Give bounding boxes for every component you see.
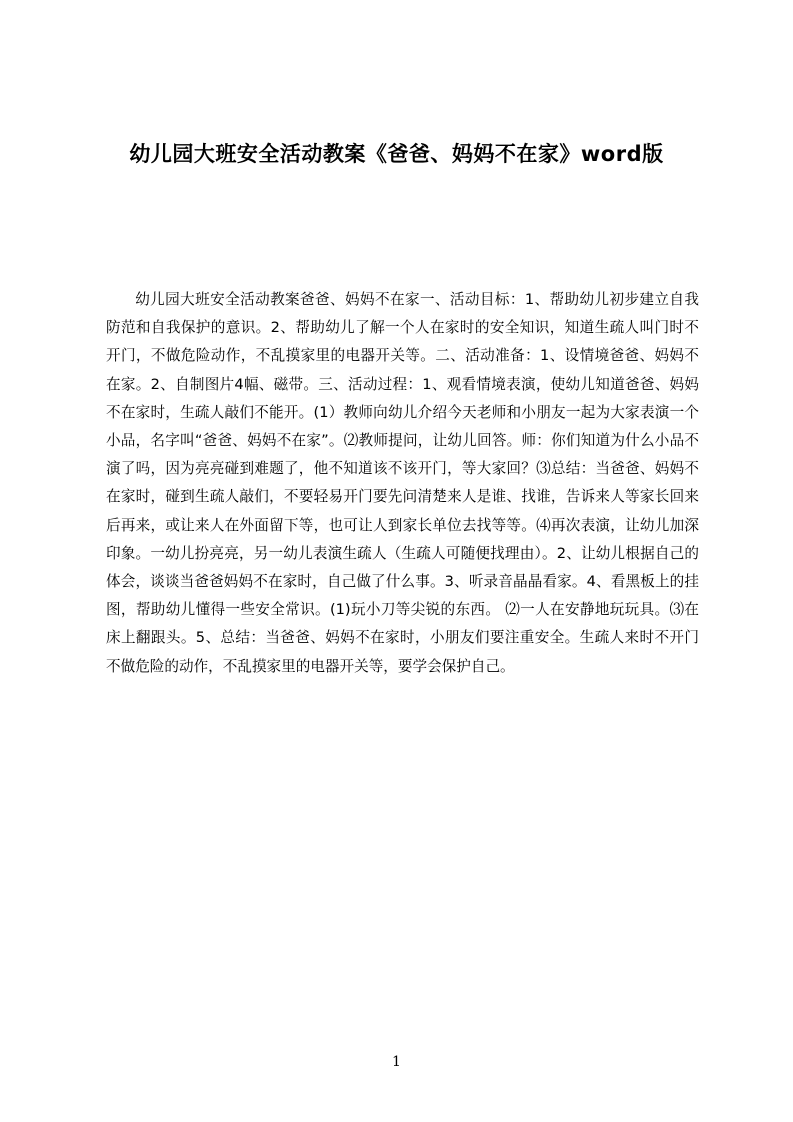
body-paragraph: 幼儿园大班安全活动教案爸爸、妈妈不在家一、活动目标：1、帮助幼儿初步建立自我防范和自我保护的意识。2、帮助幼儿了解一个人在家时的安全知识，知道生疏人叫门时不开门，不做危险动作，不乱摸家里的电器开关等。二、活动准备：1、设情境爸爸、妈妈不在家。2、自制图片4幅、磁带。三、活动过程：1、观看情境表演，使幼儿知道爸爸、妈妈不在家时，生疏人敲们不能开。(1）教师向幼儿介绍今天老师和小朋友一起为大家表演一个小品，名字叫“爸爸、妈妈不在家”。⑵教师提问，让幼儿回答。师：你们知道为什么小品不演了吗，因为亮亮碰到难题了，他不知道该不该开门，等大家回？⑶总结：当爸爸、妈妈不在家时，碰到生疏人敲们，不要轻易开门要先问清楚来人是谁、找谁，告诉来人等家长回来后再来，或让来人在外面留下等，也可让人到家长单位去找等等。⑷再次表演，让幼儿加深印象。一幼儿扮亮亮，另一幼儿表演生疏人（生疏人可随便找理由）。2、让幼儿根据自己的体会，谈谈当爸爸妈妈不在家时，自己做了什么事。3、听录音晶晶看家。4、看黑板上的挂图，帮助幼儿懂得一些安全常识。(1)玩小刀等尖锐的东西。 ⑵一人在安静地玩玩具。⑶在床上翻跟头。5、总结：当爸爸、妈妈不在家时，小朋友们要注重安全。生疏人来时不开门不做危险的动作，不乱摸家里的电器开关等，要学会保护自己。 <box>106 291 699 675</box>
page-number: 1 <box>392 1054 401 1070</box>
document-title: 幼儿园大班安全活动教案《爸爸、妈妈不在家》word版 <box>129 142 664 166</box>
